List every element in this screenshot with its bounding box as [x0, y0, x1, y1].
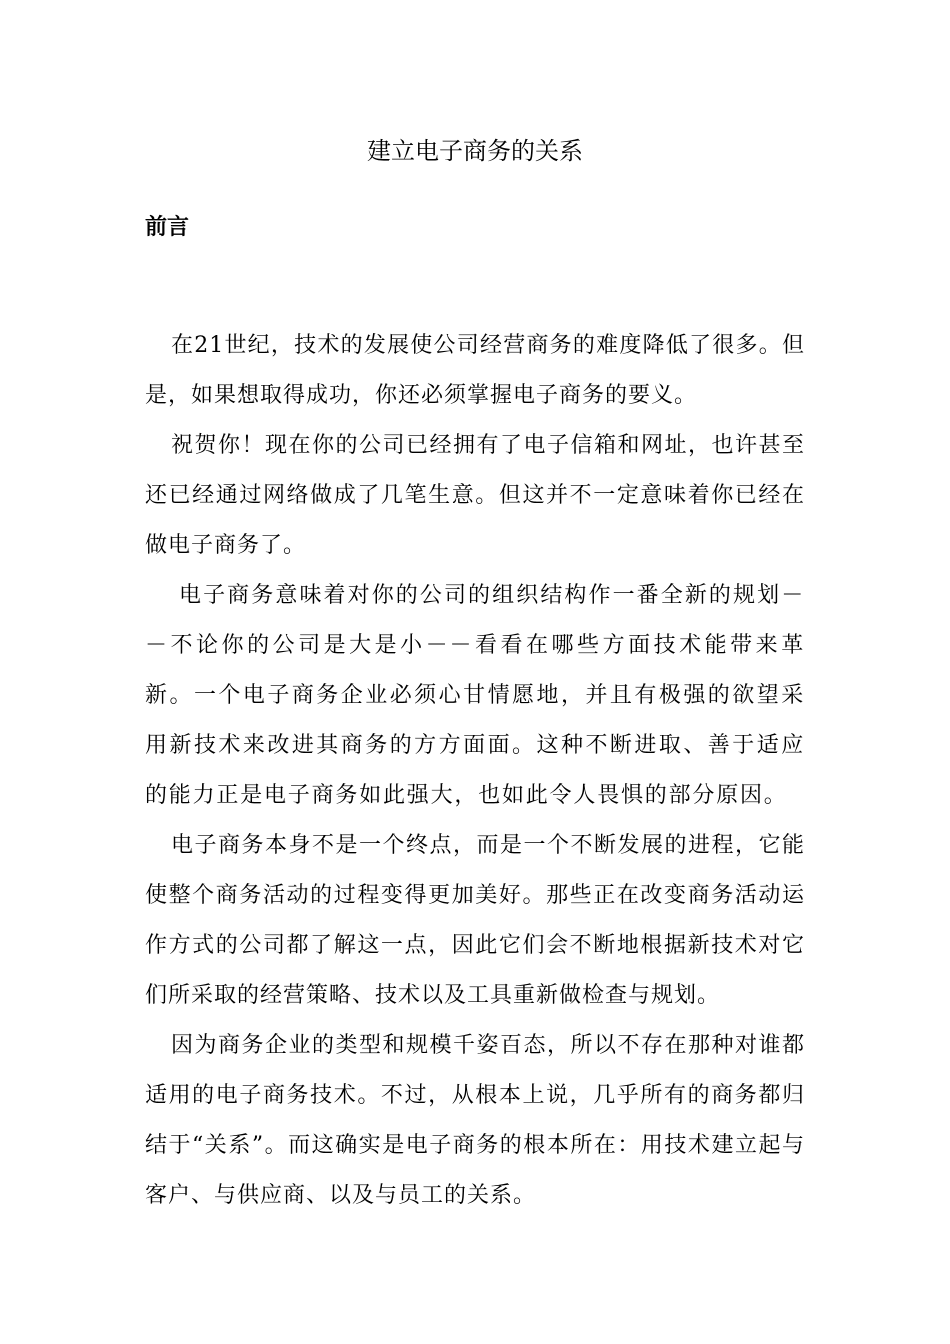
- section-heading: 前言: [145, 215, 190, 240]
- paragraph: 因为商务企业的类型和规模千姿百态，所以不存在那种对谁都适用的电子商务技术。不过，从根本上说，几乎所有的商务都归结于“关系”。而这确实是电子商务的根本所在：用技术建立起与客户、与供应商、以及与员工的关系。: [145, 1033, 805, 1208]
- paragraph: 电子商务本身不是一个终点，而是一个不断发展的进程，它能使整个商务活动的过程变得更加美好。那些正在改变商务活动运作方式的公司都了解这一点，因此它们会不断地根据新技术对它们所采取的经营策略、技术以及工具重新做检查与规划。: [145, 833, 805, 1008]
- document-title: 建立电子商务的关系: [367, 137, 583, 165]
- paragraph: 在21世纪，技术的发展使公司经营商务的难度降低了很多。但是，如果想取得成功，你还必须掌握电子商务的要义。: [145, 333, 805, 408]
- paragraph: 电子商务意味着对你的公司的组织结构作一番全新的规划－－不论你的公司是大是小－－看看在哪些方面技术能带来革新。一个电子商务企业必须心甘情愿地，并且有极强的欲望采用新技术来改进其商务的方方面面。这种不断进取、善于适应的能力正是电子商务如此强大，也如此令人畏惧的部分原因。: [145, 583, 805, 808]
- document-body: [145, 321, 805, 1221]
- paragraph: 祝贺你！现在你的公司已经拥有了电子信箱和网址，也许甚至还已经通过网络做成了几笔生意。但这并不一定意味着你已经在做电子商务了。: [145, 433, 805, 558]
